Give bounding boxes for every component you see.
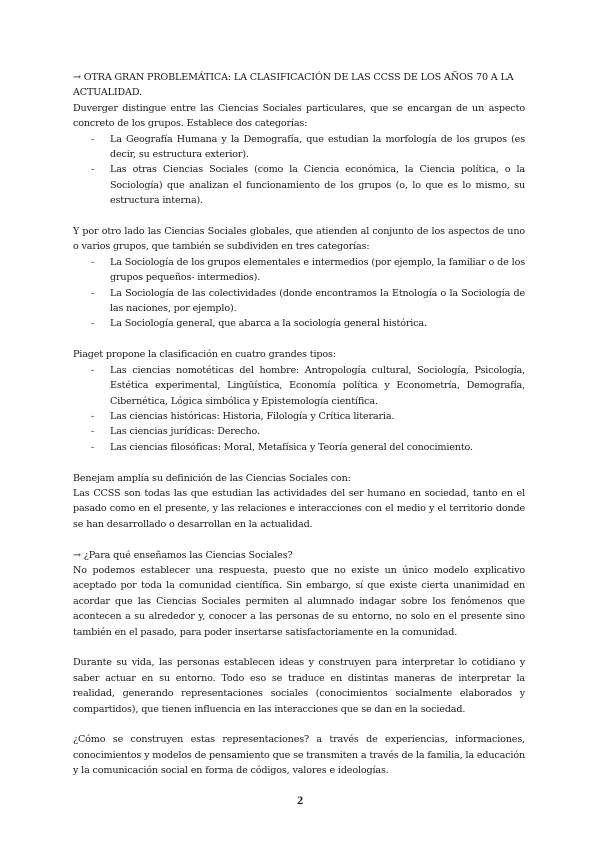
global-list: [73, 255, 525, 332]
section-heading-para-que: → ¿Para qué enseñamos las Ciencias Sociales?: [73, 549, 293, 561]
duverger-intro: Duverger distingue entre las Ciencias Sociales particulares, que se encargan de un aspecto concreto de los grupos. Establece dos categorías:: [73, 102, 525, 130]
list-item: - Las ciencias jurídicas: Derecho.: [91, 426, 260, 438]
list-item: - Las ciencias nomotéticas del hombre: Antropología cultural, Sociología, Psicología, Estética experimental, Lingüística, Economía política y Econometría, Demografía, Cibernética, Lógica simbólica y Epistemología científica.: [91, 364, 525, 407]
page-number: 2: [297, 793, 303, 807]
list-item: - La Sociología general, que abarca a la sociología general histórica.: [91, 318, 427, 330]
benejam-definition: Las CCSS son todas las que estudian las actividades del ser humano en sociedad, tanto en el pasado como en el presente, y las relaciones e interacciones con el medio y el territorio donde se han desarrollado o desarrollan en la actualidad.: [73, 487, 525, 530]
global-intro: Y por otro lado las Ciencias Sociales globales, que atienden al conjunto de los aspectos de uno o varios grupos, que también se subdividen en tres categorías:: [73, 226, 525, 253]
list-item: - Las ciencias históricas: Historia, Filología y Crítica literaria.: [91, 410, 395, 422]
list-item: - La Sociología de las colectividades (donde encontramos la Etnología o la Sociología de las naciones, por ejemplo).: [91, 287, 525, 315]
list-item: - Las ciencias filosóficas: Moral, Metafísica y Teoría general del conocimiento.: [91, 441, 473, 453]
list-item: - La Sociología de los grupos elementales e intermedios (por ejemplo, la familiar o de los grupos pequeños- intermedios).: [91, 256, 525, 284]
como-paragraph: ¿Cómo se construyen estas representaciones? a través de experiencias, informaciones, conocimientos y modelos de pensamiento que se transmiten a través de la familia, la educación y la comunicación social en forma de códigos, valores e ideologías.: [73, 734, 525, 777]
duverger-list: [73, 132, 525, 209]
piaget-list: [73, 363, 525, 455]
piaget-intro: Piaget propone la clasificación en cuatro grandes tipos:: [73, 349, 336, 361]
section-heading-clasificacion: → OTRA GRAN PROBLEMÁTICA: LA CLASIFICACIÓN DE LAS CCSS DE LOS AÑOS 70 A LA ACTUALIDAD.: [73, 72, 514, 99]
list-item: - La Geografía Humana y la Demografía, que estudian la morfología de los grupos (es decir, su estructura exterior).: [91, 133, 525, 161]
para-que-paragraph: No podemos establecer una respuesta, puesto que no existe un único modelo explicativo aceptado por toda la comunidad científica. Sin embargo, sí que existe cierta unanimidad en acordar que las Ciencias Sociales permiten al alumnado indagar sobre los fenómenos que acontecen a su alrededor y, conocer a las personas de su entorno, no solo en el presente sino también en el pasado, para poder insertarse satisfactoriamente en la comunidad.: [73, 564, 525, 638]
benejam-intro: Benejam amplía su definición de las Ciencias Sociales con:: [73, 472, 351, 484]
list-item: - Las otras Ciencias Sociales (como la Ciencia económica, la Ciencia política, o la Sociología) que analizan el funcionamiento de los grupos (o, lo que es lo mismo, su estructura interna).: [91, 164, 525, 207]
durante-paragraph: Durante su vida, las personas establecen ideas y construyen para interpretar lo cotidiano y saber actuar en su entorno. Todo eso se traduce en distintas maneras de interpretar la realidad, generando representaciones sociales (conocimientos socialmente elaborados y compartidos), que tienen influencia en las interacciones que se dan en la sociedad.: [73, 657, 525, 715]
